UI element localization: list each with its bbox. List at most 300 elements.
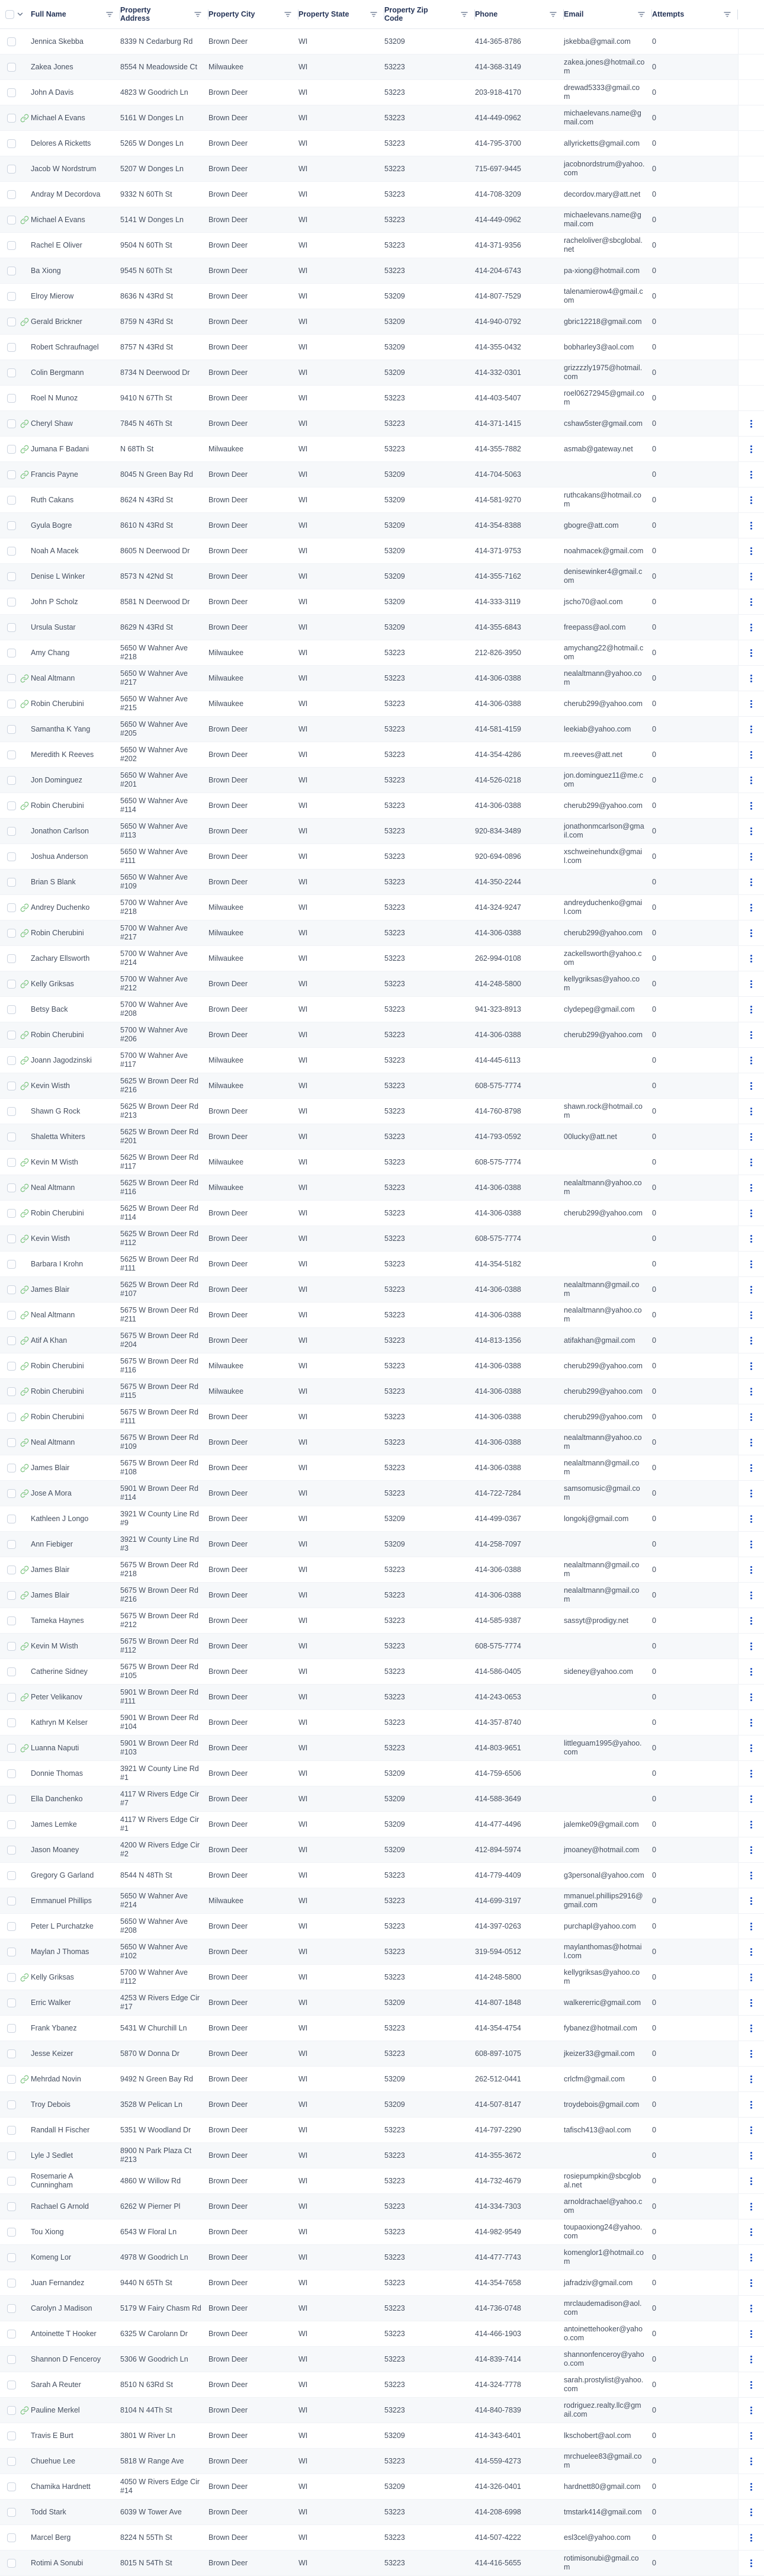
row-checkbox[interactable] [7,1464,16,1473]
row-checkbox[interactable] [7,2253,16,2262]
row-menu-button[interactable] [748,825,755,838]
row-menu-button[interactable] [748,1666,755,1678]
row-checkbox[interactable] [7,903,16,912]
row-checkbox[interactable] [7,1540,16,1549]
filter-icon[interactable] [724,11,731,17]
cell-phone: 414-248-5800 [475,979,521,988]
row-menu-button[interactable] [748,2124,755,2136]
row-checkbox[interactable] [7,750,16,759]
row-checkbox[interactable] [7,1234,16,1243]
row-checkbox[interactable] [7,216,16,224]
chevron-down-icon[interactable] [16,10,24,18]
filter-icon[interactable] [461,11,468,17]
cell-property-city: Brown Deer [208,139,248,147]
row-select-cell [0,742,18,767]
row-checkbox[interactable] [7,267,16,275]
filter-icon[interactable] [638,11,645,17]
row-checkbox[interactable] [7,1693,16,1702]
cell-full-name: Kelly Griksas [31,979,74,988]
row-menu-button[interactable] [748,1767,755,1780]
row-menu-button[interactable] [748,2328,755,2340]
row-checkbox[interactable] [7,1362,16,1371]
cell-property-city: Brown Deer [208,852,248,861]
row-menu-button[interactable] [748,1742,755,1754]
row-actions-cell [738,2474,764,2499]
cell-property-zip: 53223 [384,826,405,835]
cell-attempts: 0 [652,470,656,479]
row-checkbox[interactable] [7,445,16,454]
row-actions-cell [738,1761,764,1786]
cell-email: gbogre@att.com [564,521,619,530]
cell-property-state: WI [298,470,308,479]
row-menu-button[interactable] [748,2277,755,2289]
row-menu-button[interactable] [748,1436,755,1449]
row-checkbox[interactable] [7,2228,16,2237]
row-checkbox[interactable] [7,317,16,326]
cell-property-city: Brown Deer [208,1208,248,1217]
row-checkbox[interactable] [7,1515,16,1523]
cell-phone: 414-559-4273 [475,2456,521,2465]
row-menu-button[interactable] [748,570,755,583]
row-menu-button[interactable] [748,1258,755,1271]
row-checkbox[interactable] [7,2279,16,2288]
row-menu-button[interactable] [748,1513,755,1525]
cell-property-address: 5675 W Brown Deer Rd #212 [120,1612,199,1629]
row-checkbox[interactable] [7,2457,16,2466]
cell-property-state: WI [298,2431,308,2440]
cell-property-zip: 53223 [384,1667,405,1676]
filter-icon[interactable] [106,11,113,17]
row-checkbox[interactable] [7,1183,16,1192]
row-checkbox[interactable] [7,1998,16,2007]
cell-full-name: Ruth Cakans [31,495,74,504]
row-menu-button[interactable] [748,749,755,761]
cell-property-address: 4253 W Rivers Edge Cir #17 [120,1994,200,2011]
row-checkbox[interactable] [7,725,16,734]
row-actions-cell [738,742,764,767]
row-menu-button[interactable] [748,1997,755,2009]
row-checkbox[interactable] [7,1260,16,1269]
row-link-cell [18,2041,31,2066]
row-checkbox[interactable] [7,470,16,479]
row-menu-button[interactable] [748,1233,755,1245]
row-checkbox[interactable] [7,572,16,581]
row-select-cell [0,1124,18,1149]
row-menu-button[interactable] [748,1487,755,1500]
row-menu-button[interactable] [748,1284,755,1296]
row-menu-button[interactable] [748,2379,755,2391]
row-checkbox[interactable] [7,1718,16,1727]
cell-email [564,1761,652,1786]
row-menu-button[interactable] [748,1385,755,1398]
row-select-cell [0,1710,18,1735]
cell-property-city: Brown Deer [208,1718,248,1727]
row-menu-button[interactable] [748,774,755,787]
cell-property-state: WI [298,317,308,326]
row-menu-button[interactable] [748,1105,755,1118]
row-checkbox[interactable] [7,1209,16,1218]
row-checkbox[interactable] [7,2151,16,2160]
row-menu-button[interactable] [748,2302,755,2315]
cell-phone: 414-760-8798 [475,1106,521,1115]
cell-property-zip: 53223 [384,444,405,453]
filter-icon[interactable] [284,11,291,17]
row-menu-button[interactable] [748,2353,755,2366]
row-menu-button[interactable] [748,2455,755,2468]
cell-attempts: 0 [652,266,656,275]
row-menu-button[interactable] [748,952,755,965]
row-menu-button[interactable] [748,1615,755,1627]
cell-property-city: Milwaukee [208,62,244,71]
row-checkbox[interactable] [7,37,16,46]
row-menu-button[interactable] [748,2506,755,2519]
row-checkbox[interactable] [7,1413,16,1422]
row-menu-button[interactable] [748,672,755,685]
cell-property-city: Brown Deer [208,1667,248,1676]
row-checkbox[interactable] [7,598,16,607]
row-checkbox[interactable] [7,2381,16,2389]
link-icon [20,1031,29,1040]
row-menu-button[interactable] [748,418,755,430]
table-row [0,1914,764,1939]
row-checkbox[interactable] [7,1973,16,1982]
row-checkbox[interactable] [7,674,16,683]
row-actions-cell [738,1532,764,1557]
row-menu-button[interactable] [748,469,755,481]
row-menu-button[interactable] [748,1564,755,1576]
row-checkbox[interactable] [7,776,16,785]
cell-property-state: WI [298,724,308,733]
row-menu-button[interactable] [748,1411,755,1423]
row-menu-button[interactable] [748,698,755,710]
row-checkbox[interactable] [7,852,16,861]
row-menu-button[interactable] [748,851,755,863]
row-link-cell [18,1303,31,1327]
row-menu-button[interactable] [748,1029,755,1041]
row-checkbox[interactable] [7,827,16,836]
row-checkbox[interactable] [7,1642,16,1651]
row-checkbox[interactable] [7,1311,16,1320]
row-menu-button[interactable] [748,2226,755,2238]
row-menu-button[interactable] [748,1156,755,1169]
row-checkbox[interactable] [7,623,16,632]
row-select-cell [0,564,18,589]
row-checkbox[interactable] [7,649,16,657]
row-checkbox[interactable] [7,1871,16,1880]
row-checkbox[interactable] [7,2202,16,2211]
cell-full-name: Robin Cherubini [31,1361,84,1370]
row-checkbox[interactable] [7,521,16,530]
row-menu-button[interactable] [748,1589,755,1602]
row-checkbox[interactable] [7,878,16,887]
cell-property-zip: 53223 [384,2151,405,2160]
row-menu-button[interactable] [748,621,755,634]
link-icon [20,1566,29,1574]
cell-property-zip: 53223 [384,113,405,122]
row-checkbox[interactable] [7,1744,16,1753]
cell-phone: 414-507-8147 [475,2100,521,2109]
row-menu-button[interactable] [748,1054,755,1067]
row-checkbox[interactable] [7,2482,16,2491]
row-checkbox[interactable] [7,1005,16,1014]
row-menu-button[interactable] [748,978,755,990]
cell-phone: 414-350-2244 [475,877,521,886]
row-checkbox[interactable] [7,1616,16,1625]
row-checkbox[interactable] [7,139,16,148]
row-checkbox[interactable] [7,419,16,428]
cell-property-state: WI [298,1030,308,1039]
row-checkbox[interactable] [7,1133,16,1141]
row-checkbox[interactable] [7,1031,16,1040]
row-checkbox[interactable] [7,165,16,174]
row-checkbox[interactable] [7,343,16,352]
select-all-checkbox[interactable] [5,10,14,19]
row-menu-button[interactable] [748,2532,755,2544]
row-checkbox[interactable] [7,1285,16,1294]
row-menu-button[interactable] [748,1920,755,1933]
row-menu-button[interactable] [748,1207,755,1220]
row-menu-button[interactable] [748,1691,755,1704]
row-menu-button[interactable] [748,1971,755,1984]
row-checkbox[interactable] [7,1948,16,1956]
row-menu-button[interactable] [748,1538,755,1551]
row-link-cell [18,1939,31,1964]
row-checkbox[interactable] [7,2508,16,2517]
row-checkbox[interactable] [7,190,16,199]
row-menu-button[interactable] [748,2404,755,2417]
row-menu-button[interactable] [748,443,755,455]
row-menu-button[interactable] [748,1360,755,1372]
row-checkbox[interactable] [7,2355,16,2364]
row-menu-button[interactable] [748,1131,755,1143]
cell-property-city: Brown Deer [208,215,248,224]
row-checkbox[interactable] [7,2304,16,2313]
row-checkbox[interactable] [7,368,16,377]
row-checkbox[interactable] [7,1438,16,1447]
row-select-cell [0,335,18,360]
cell-phone: 414-306-0388 [475,1030,521,1039]
row-checkbox[interactable] [7,2075,16,2084]
row-checkbox[interactable] [7,2431,16,2440]
cell-full-name: Barbara I Krohn [31,1259,84,1268]
row-menu-button[interactable] [748,1818,755,1831]
cell-phone: 414-306-0388 [475,1412,521,1421]
row-menu-button[interactable] [748,1334,755,1347]
row-menu-button[interactable] [748,1946,755,1958]
table-row [0,1328,764,1353]
filter-icon[interactable] [550,11,557,17]
row-select-cell [0,691,18,716]
row-checkbox[interactable] [7,2330,16,2338]
cell-phone: 414-722-7284 [475,1489,521,1497]
cell-email: nealaltmann@gmail.com [564,1561,640,1578]
row-checkbox[interactable] [7,1667,16,1676]
row-menu-button[interactable] [748,876,755,888]
row-menu-button[interactable] [748,545,755,557]
row-checkbox[interactable] [7,700,16,708]
row-checkbox[interactable] [7,1591,16,1600]
row-checkbox[interactable] [7,801,16,810]
row-checkbox[interactable] [7,241,16,250]
row-menu-button[interactable] [748,2430,755,2442]
row-menu-button[interactable] [748,1309,755,1321]
row-menu-button[interactable] [748,1869,755,1882]
row-checkbox[interactable] [7,2100,16,2109]
row-checkbox[interactable] [7,929,16,938]
row-checkbox[interactable] [7,1922,16,1931]
cell-full-name: Antoinette T Hooker [31,2329,97,2338]
row-checkbox[interactable] [7,1056,16,1065]
row-checkbox[interactable] [7,1107,16,1116]
cell-property-address: 8339 N Cedarburg Rd [120,37,193,46]
cell-property-city: Brown Deer [208,1590,248,1599]
row-menu-button[interactable] [748,2022,755,2035]
cell-property-address: 5265 W Donges Ln [120,139,184,147]
row-checkbox[interactable] [7,1082,16,1090]
row-menu-button[interactable] [748,1844,755,1856]
cell-property-address: 5675 W Brown Deer Rd #105 [120,1663,199,1680]
cell-property-city: Milwaukee [208,1387,244,1396]
row-checkbox[interactable] [7,63,16,72]
table-row [0,768,764,793]
cell-property-address: 5700 W Wahner Ave #206 [120,1026,188,1043]
row-checkbox[interactable] [7,2559,16,2568]
cell-property-state: WI [298,2125,308,2134]
cell-phone: 414-466-1903 [475,2329,521,2338]
row-checkbox[interactable] [7,1387,16,1396]
row-select-cell [0,2118,18,2142]
cell-full-name: Rosemarie A Cunningham [31,2172,73,2189]
row-checkbox[interactable] [7,1897,16,1905]
table-row [0,1659,764,1685]
cell-property-state: WI [298,291,308,300]
cell-attempts: 0 [652,1769,656,1778]
row-menu-button[interactable] [748,2175,755,2187]
row-actions-cell [738,870,764,894]
row-link-cell [18,513,31,538]
row-checkbox[interactable] [7,1820,16,1829]
row-menu-button[interactable] [748,1640,755,1653]
row-checkbox[interactable] [7,2533,16,2542]
cell-phone: 414-306-0388 [475,928,521,937]
filter-icon[interactable] [370,11,377,17]
cell-property-state: WI [298,826,308,835]
row-menu-button[interactable] [748,1182,755,1194]
row-menu-button[interactable] [748,2150,755,2162]
cell-phone: 414-343-6401 [475,2431,521,2440]
row-menu-button[interactable] [748,2200,755,2213]
row-checkbox[interactable] [7,1795,16,1804]
cell-full-name: Denise L Winker [31,572,85,580]
row-link-cell [18,717,31,742]
row-link-cell [18,1735,31,1760]
row-checkbox[interactable] [7,1846,16,1855]
cell-email: jskebba@gmail.com [564,37,631,46]
cell-property-zip: 53223 [384,1412,405,1421]
row-actions-cell [738,1226,764,1251]
row-menu-button[interactable] [748,519,755,532]
row-menu-button[interactable] [748,800,755,812]
row-actions-cell [738,895,764,920]
cell-full-name: Marcel Berg [31,2533,71,2542]
cell-property-zip: 53223 [384,1183,405,1192]
row-menu-button[interactable] [748,1793,755,1805]
row-menu-button[interactable] [748,2048,755,2060]
link-icon [20,1438,29,1447]
row-menu-button[interactable] [748,902,755,914]
row-menu-button[interactable] [748,596,755,608]
row-menu-button[interactable] [748,647,755,659]
cell-property-city: Brown Deer [208,1132,248,1141]
table-row [0,386,764,411]
row-select-cell [0,2423,18,2448]
table-row [0,1583,764,1608]
row-checkbox[interactable] [7,1489,16,1498]
cell-property-city: Brown Deer [208,2253,248,2261]
cell-email: nealaltmann@gmail.com [564,1459,640,1476]
row-menu-button[interactable] [748,2099,755,2111]
cell-attempts: 0 [652,1692,656,1701]
row-checkbox[interactable] [7,547,16,556]
column-label: Property Address [120,6,151,23]
row-checkbox[interactable] [7,292,16,301]
row-menu-button[interactable] [748,2073,755,2086]
cell-property-state: WI [298,1259,308,1268]
row-checkbox[interactable] [7,2406,16,2415]
row-actions-cell [738,2041,764,2066]
cell-email: sideney@yahoo.com [564,1667,633,1676]
row-menu-button[interactable] [748,494,755,506]
cell-property-state: WI [298,1743,308,1752]
row-menu-button[interactable] [748,1895,755,1907]
row-checkbox[interactable] [7,1566,16,1574]
table-row [0,462,764,487]
filter-icon[interactable] [194,11,201,17]
row-menu-button[interactable] [748,723,755,736]
table-row [0,182,764,207]
row-checkbox[interactable] [7,1769,16,1778]
row-checkbox[interactable] [7,496,16,505]
row-menu-button[interactable] [748,1717,755,1729]
row-checkbox[interactable] [7,2177,16,2186]
row-checkbox[interactable] [7,980,16,989]
row-select-cell [0,1328,18,1353]
row-checkbox[interactable] [7,88,16,97]
cell-phone: 414-807-7529 [475,291,521,300]
row-checkbox[interactable] [7,2024,16,2033]
row-checkbox[interactable] [7,1336,16,1345]
row-link-cell [18,1048,31,1073]
cell-property-state: WI [298,1641,308,1650]
cell-property-zip: 53223 [384,1489,405,1497]
row-checkbox[interactable] [7,954,16,963]
row-menu-button[interactable] [748,1080,755,1092]
row-checkbox[interactable] [7,2049,16,2058]
row-checkbox[interactable] [7,114,16,123]
cell-property-city: Brown Deer [208,88,248,97]
row-menu-button[interactable] [748,2557,755,2569]
row-checkbox[interactable] [7,1158,16,1167]
row-menu-button[interactable] [748,2251,755,2264]
row-menu-button[interactable] [748,1003,755,1016]
row-menu-button[interactable] [748,927,755,939]
row-checkbox[interactable] [7,2126,16,2135]
row-checkbox[interactable] [7,394,16,403]
row-menu-button[interactable] [748,2481,755,2493]
cell-full-name: Randall H Fischer [31,2125,90,2134]
link-icon [20,929,29,938]
row-menu-button[interactable] [748,1462,755,1474]
